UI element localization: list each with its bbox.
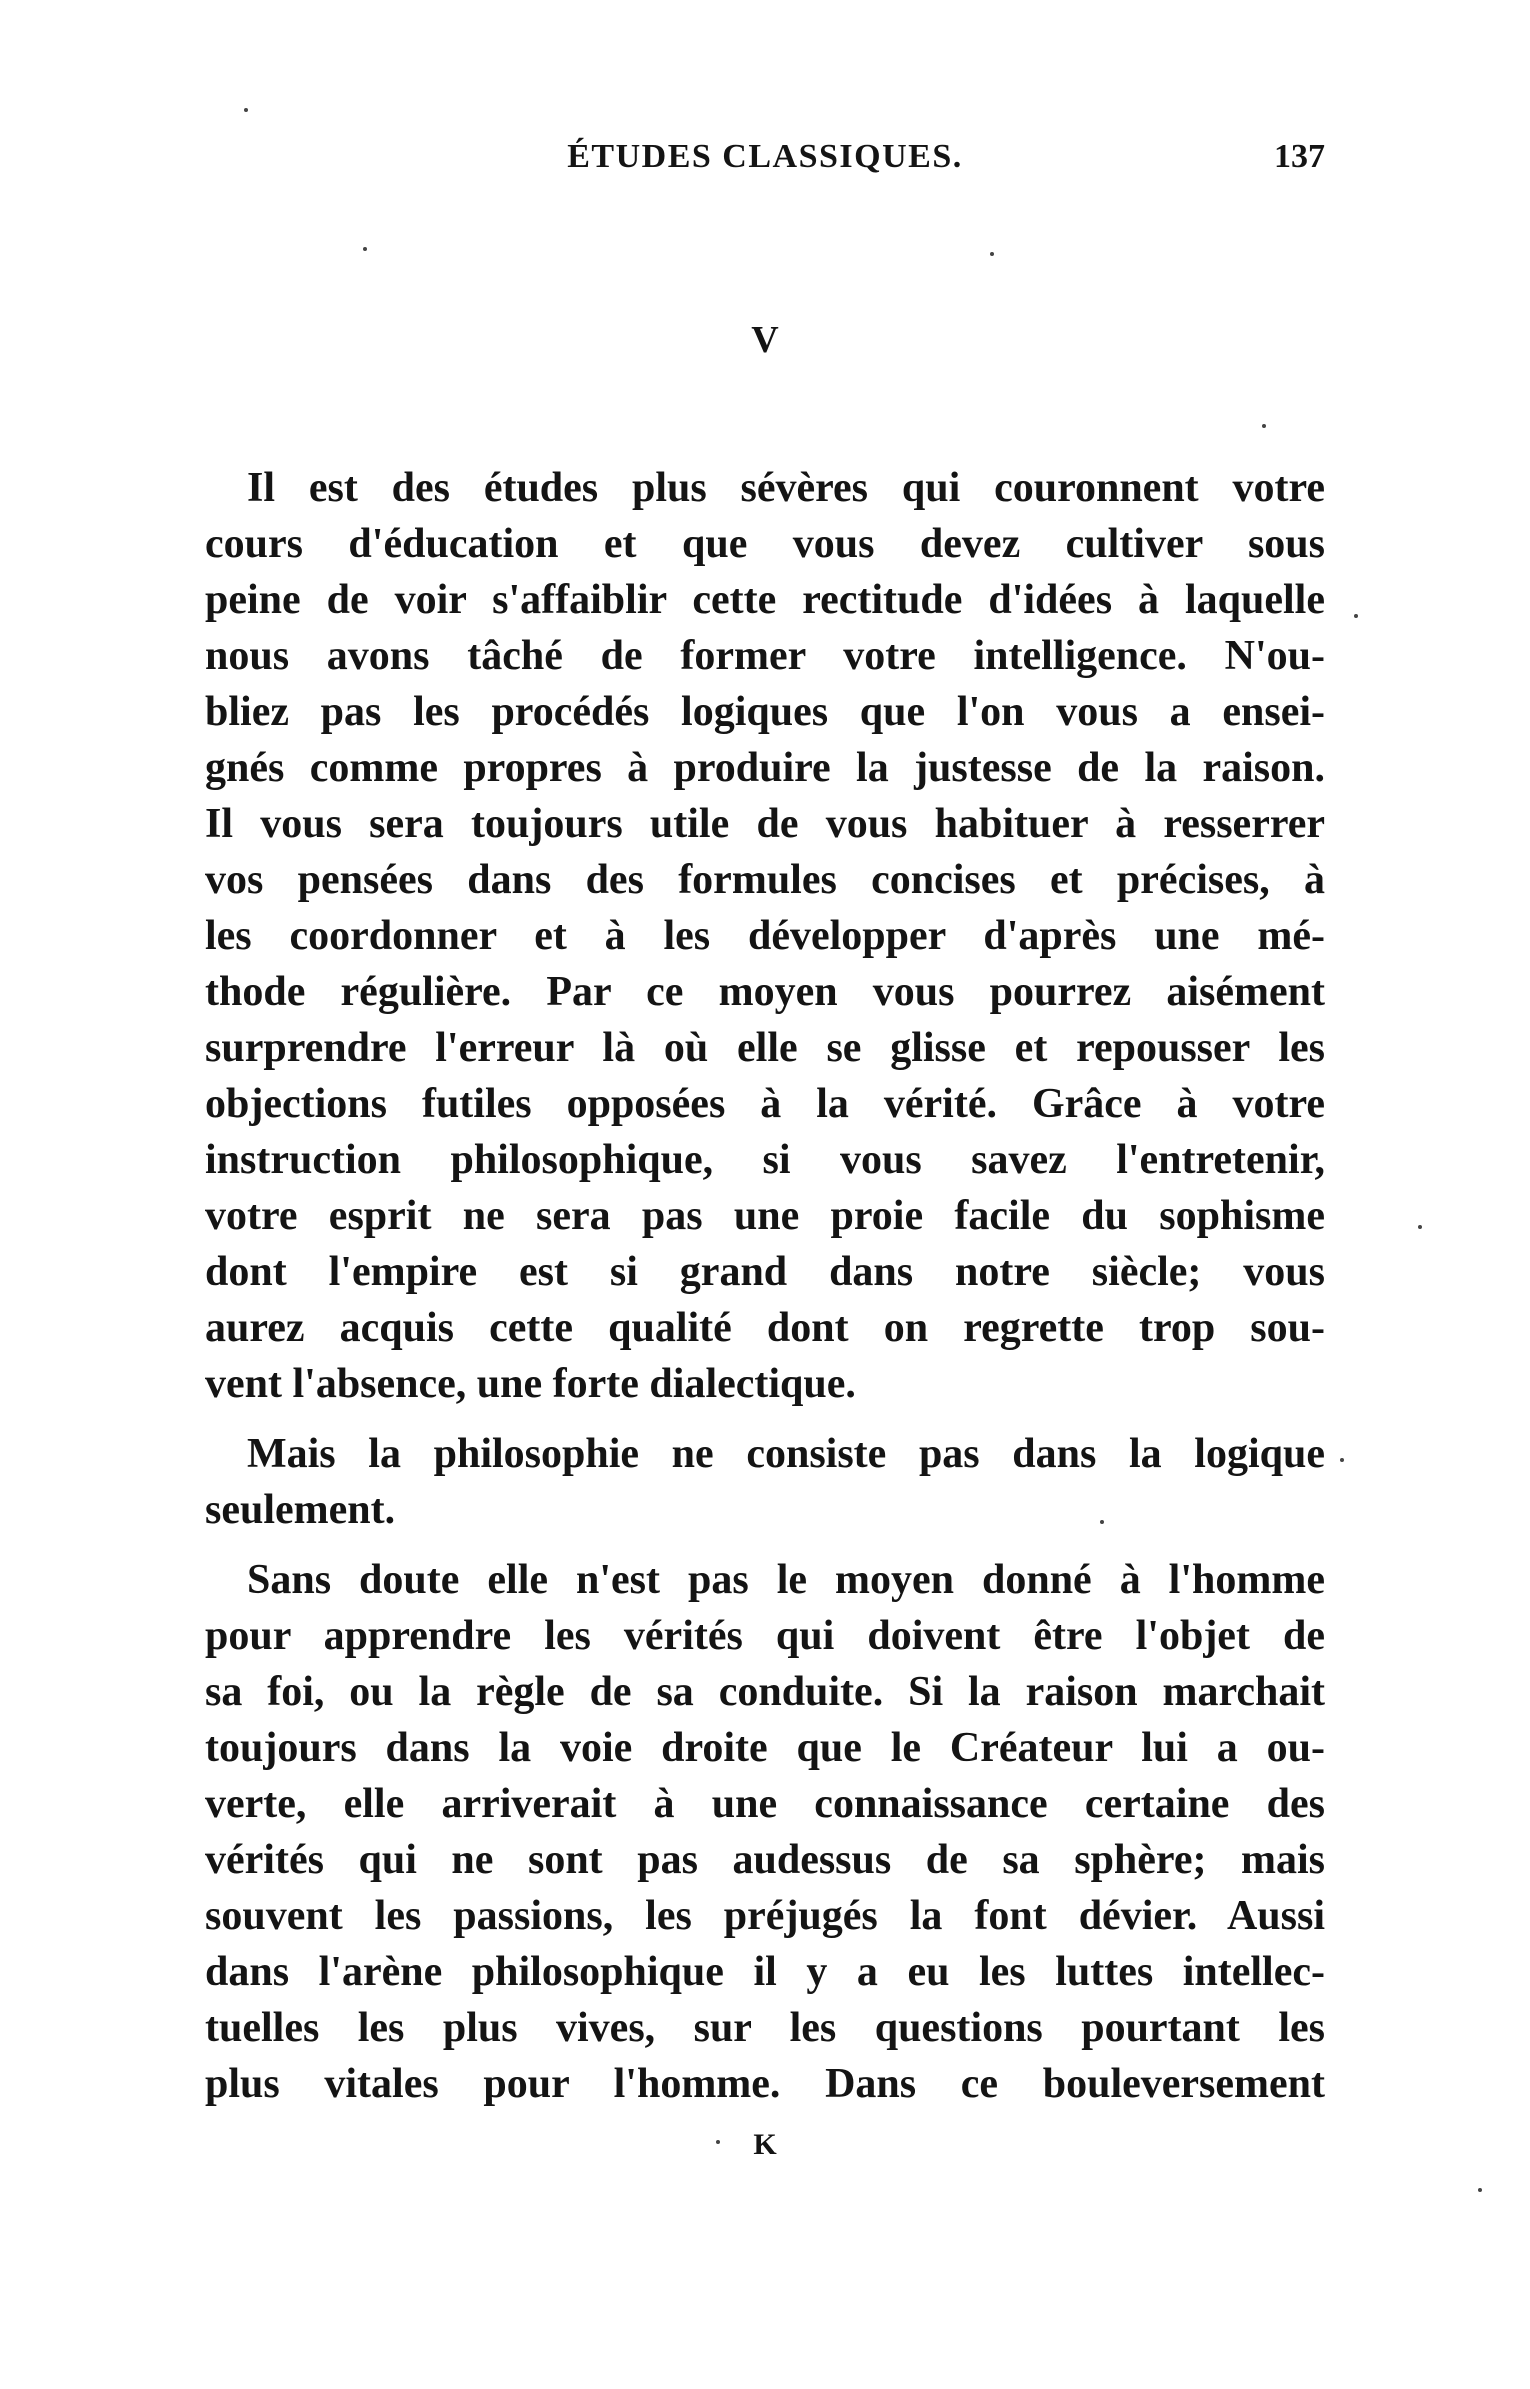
- scan-speck: [363, 247, 367, 251]
- text-line: vérités qui ne sont pas audessus de sa sphère; mais: [205, 1837, 1325, 1883]
- text-line: dont l'empire est si grand dans notre siècle; vous: [205, 1249, 1325, 1295]
- text-line: nous avons tâché de former votre intelligence. N'ou-: [205, 633, 1325, 679]
- text-line: Sans doute elle n'est pas le moyen donné à l'homme: [247, 1557, 1325, 1603]
- text-line: gnés comme propres à produire la justesse de la raison.: [205, 745, 1325, 791]
- paragraph-gap: [205, 1412, 1325, 1426]
- text-line: bliez pas les procédés logiques que l'on vous a ensei-: [205, 689, 1325, 735]
- page-number: 137: [1274, 138, 1325, 175]
- running-title: ÉTUDES CLASSIQUES.: [567, 138, 963, 175]
- paragraph-2: [205, 1426, 1325, 1538]
- text-line: les coordonner et à les développer d'après une mé-: [205, 913, 1325, 959]
- text-line: thode régulière. Par ce moyen vous pourrez aisément: [205, 969, 1325, 1015]
- scan-speck: [1340, 1458, 1344, 1462]
- text-line: toujours dans la voie droite que le Créateur lui a ou-: [205, 1725, 1325, 1771]
- text-line: dans l'arène philosophique il y a eu les luttes intellec-: [205, 1949, 1325, 1995]
- scan-speck: [716, 2140, 720, 2144]
- text-line: instruction philosophique, si vous savez l'entretenir,: [205, 1137, 1325, 1183]
- text-line: verte, elle arriverait à une connaissance certaine des: [205, 1781, 1325, 1827]
- text-line: aurez acquis cette qualité dont on regrette trop sou-: [205, 1305, 1325, 1351]
- text-line: cours d'éducation et que vous devez cultiver sous: [205, 521, 1325, 567]
- scan-speck: [1100, 1520, 1104, 1524]
- text-line: tuelles les plus vives, sur les questions pourtant les: [205, 2005, 1325, 2051]
- body-text: [205, 460, 1325, 2112]
- text-line: souvent les passions, les préjugés la font dévier. Aussi: [205, 1893, 1325, 1939]
- paragraph-gap: [205, 1538, 1325, 1552]
- scan-speck: [1262, 424, 1266, 428]
- text-line: Il est des études plus sévères qui couronnent votre: [247, 465, 1325, 511]
- scan-speck: [1478, 2188, 1482, 2192]
- text-line: vent l'absence, une forte dialectique.: [205, 1361, 856, 1407]
- scan-speck: [1418, 1225, 1422, 1229]
- text-line: votre esprit ne sera pas une proie facile du sophisme: [205, 1193, 1325, 1239]
- text-line: Mais la philosophie ne consiste pas dans la logique: [247, 1431, 1325, 1477]
- scan-speck: [990, 252, 994, 256]
- running-head: [205, 138, 1325, 188]
- text-line: pour apprendre les vérités qui doivent être l'objet de: [205, 1613, 1325, 1659]
- text-line: Il vous sera toujours utile de vous habituer à resserrer: [205, 801, 1325, 847]
- scan-speck: [1354, 614, 1358, 618]
- text-line: objections futiles opposées à la vérité. Grâce à votre: [205, 1081, 1325, 1127]
- section-heading: V: [751, 319, 779, 361]
- scan-speck: [244, 108, 248, 112]
- text-line: surprendre l'erreur là où elle se glisse et repousser les: [205, 1025, 1325, 1071]
- paragraph-1: [205, 460, 1325, 1412]
- text-line: vos pensées dans des formules concises et précises, à: [205, 857, 1325, 903]
- signature-mark: K: [753, 2128, 777, 2161]
- paragraph-3: [205, 1552, 1325, 2112]
- text-line: plus vitales pour l'homme. Dans ce bouleversement: [205, 2061, 1325, 2107]
- text-line: peine de voir s'affaiblir cette rectitude d'idées à laquelle: [205, 577, 1325, 623]
- text-line: seulement.: [205, 1487, 396, 1533]
- text-line: sa foi, ou la règle de sa conduite. Si la raison marchait: [205, 1669, 1325, 1715]
